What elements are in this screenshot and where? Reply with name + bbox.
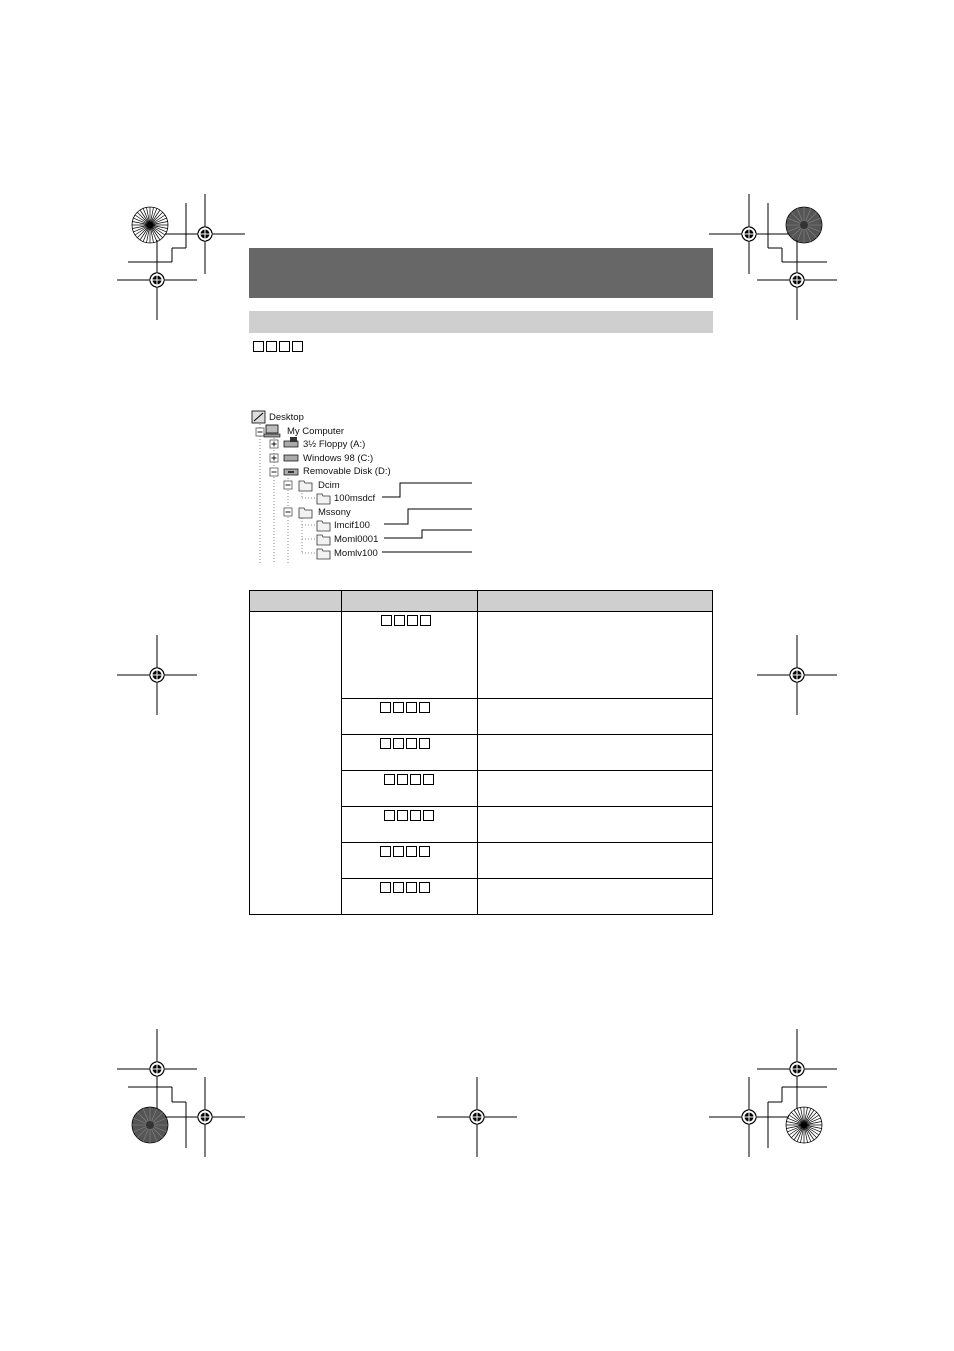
table-row-glyphs <box>384 810 436 821</box>
missing-glyph-box <box>384 810 395 821</box>
missing-glyph-box <box>406 702 417 713</box>
table-row-divider <box>341 698 712 699</box>
missing-glyph-box <box>419 738 430 749</box>
missing-glyph-box <box>419 702 430 713</box>
table-column-divider <box>477 591 478 914</box>
missing-glyph-box <box>380 846 391 857</box>
table-row-divider <box>341 842 712 843</box>
missing-glyph-box <box>384 774 395 785</box>
missing-glyph-box <box>381 615 392 626</box>
callout-leader-lines <box>382 483 472 552</box>
tree-item-label[interactable]: Momlv100 <box>334 548 378 559</box>
tree-item-label[interactable]: Removable Disk (D:) <box>303 466 391 477</box>
missing-glyph-box <box>407 615 418 626</box>
subsection-header-bar <box>249 311 713 333</box>
tree-item-label[interactable]: 3½ Floppy (A:) <box>303 439 366 450</box>
table-row-divider <box>341 878 712 879</box>
tree-item-label[interactable]: Windows 98 (C:) <box>303 453 374 464</box>
tree-item-label[interactable]: Desktop <box>269 412 304 423</box>
hard-drive-icon <box>284 455 298 461</box>
missing-glyph-box <box>423 810 434 821</box>
missing-glyph-box <box>410 774 421 785</box>
table-row-glyphs <box>380 882 432 893</box>
tree-item-label[interactable]: Moml0001 <box>334 534 379 545</box>
tree-item-label[interactable]: Dcim <box>318 480 340 491</box>
desktop-icon <box>252 411 265 423</box>
folder-icons <box>299 481 330 559</box>
missing-glyph-box <box>253 341 264 352</box>
table-row-divider <box>341 734 712 735</box>
removable-drive-icon <box>284 469 298 475</box>
table-row-glyphs <box>380 702 432 713</box>
missing-glyph-box <box>266 341 277 352</box>
missing-glyph-box <box>380 738 391 749</box>
table-header-row <box>250 591 712 612</box>
missing-glyph-box <box>410 810 421 821</box>
tree-item-label[interactable]: Mssony <box>318 507 351 518</box>
missing-glyph-box <box>380 702 391 713</box>
tree-item-label[interactable]: Imcif100 <box>334 520 370 531</box>
intro-missing-glyphs <box>253 341 305 352</box>
missing-glyph-box <box>279 341 290 352</box>
missing-glyph-box <box>393 738 404 749</box>
missing-glyph-box <box>380 882 391 893</box>
missing-glyph-box <box>393 846 404 857</box>
table-row-glyphs <box>380 738 432 749</box>
section-header-bar <box>249 248 713 298</box>
folder-description-table <box>249 590 713 915</box>
missing-glyph-box <box>406 846 417 857</box>
missing-glyph-box <box>406 738 417 749</box>
floppy-drive-icon <box>284 437 298 447</box>
missing-glyph-box <box>419 846 430 857</box>
table-row-glyphs <box>380 846 432 857</box>
computer-icon <box>264 425 280 437</box>
missing-glyph-box <box>393 702 404 713</box>
missing-glyph-box <box>393 882 404 893</box>
tree-item-label[interactable]: My Computer <box>287 426 345 437</box>
table-column-divider <box>341 591 342 914</box>
missing-glyph-box <box>292 341 303 352</box>
missing-glyph-box <box>397 774 408 785</box>
table-row-glyphs <box>381 615 433 626</box>
table-row-divider <box>341 806 712 807</box>
tree-item-label[interactable]: 100msdcf <box>334 493 376 504</box>
missing-glyph-box <box>394 615 405 626</box>
missing-glyph-box <box>420 615 431 626</box>
folder-tree-figure <box>250 408 490 568</box>
missing-glyph-box <box>406 882 417 893</box>
table-row-divider <box>341 770 712 771</box>
missing-glyph-box <box>423 774 434 785</box>
missing-glyph-box <box>397 810 408 821</box>
missing-glyph-box <box>419 882 430 893</box>
table-row-glyphs <box>384 774 436 785</box>
